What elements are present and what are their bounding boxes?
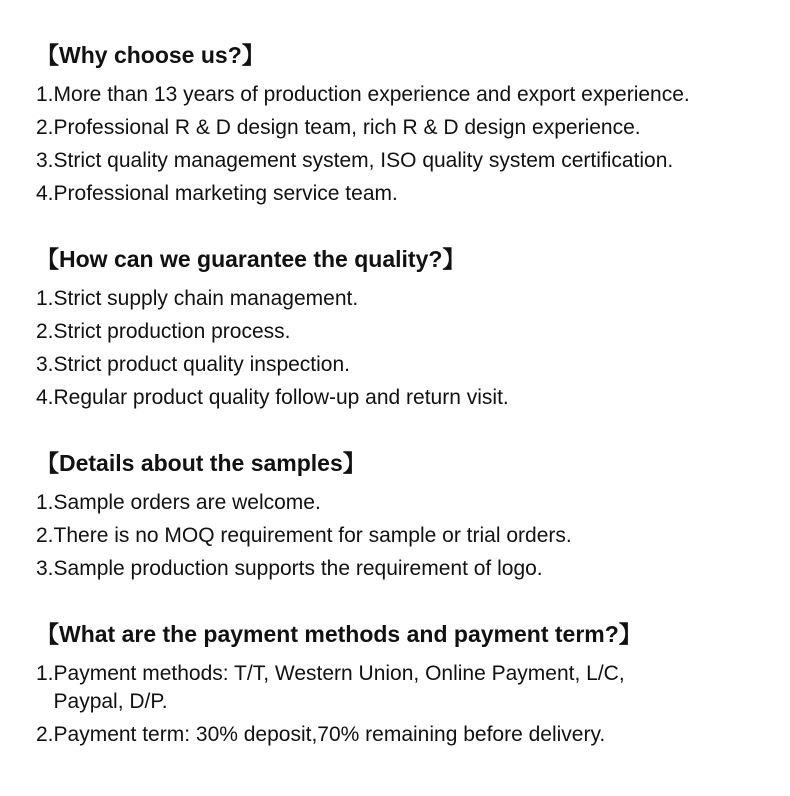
section-heading: 【Details about the samples】 xyxy=(36,450,366,476)
section-heading: 【Why choose us?】 xyxy=(36,42,265,68)
item-text: There is no MOQ requirement for sample or trial orders. xyxy=(53,524,572,547)
list-item xyxy=(36,489,766,517)
item-number: 4. xyxy=(36,386,54,409)
section-heading: 【What are the payment methods and payment term?】 xyxy=(36,621,642,647)
item-number: 2. xyxy=(36,320,54,343)
list-item xyxy=(36,555,766,583)
item-text: Strict quality management system, ISO quality system certification. xyxy=(53,149,674,172)
list-item xyxy=(36,721,766,749)
item-list xyxy=(36,81,766,208)
item-text: Strict supply chain management. xyxy=(53,287,359,310)
list-item xyxy=(36,522,766,550)
item-text: Professional marketing service team. xyxy=(53,182,398,205)
item-text: Payment methods: T/T, Western Union, Online Payment, L/C, Paypal, D/P. xyxy=(53,662,625,713)
list-item xyxy=(36,318,766,346)
item-text: Regular product quality follow-up and return visit. xyxy=(53,386,509,409)
item-number: 1. xyxy=(36,662,54,685)
section-heading: 【How can we guarantee the quality?】 xyxy=(36,246,466,272)
item-number: 3. xyxy=(36,353,54,376)
list-item xyxy=(36,147,766,175)
section-why-choose-us xyxy=(36,41,766,213)
list-item xyxy=(36,285,766,313)
list-item xyxy=(36,351,766,379)
item-number: 2. xyxy=(36,723,54,746)
section-quality-guarantee xyxy=(36,245,766,417)
list-item xyxy=(36,180,766,208)
item-text: Sample production supports the requirement of logo. xyxy=(53,557,543,580)
list-item xyxy=(36,114,766,142)
section-payment xyxy=(36,620,766,754)
section-sample-details xyxy=(36,449,766,588)
item-number: 1. xyxy=(36,491,54,514)
list-item xyxy=(36,81,766,109)
item-number: 3. xyxy=(36,557,54,580)
item-text: Strict product quality inspection. xyxy=(53,353,350,376)
list-item xyxy=(36,660,766,716)
item-list xyxy=(36,489,766,583)
item-text: Sample orders are welcome. xyxy=(53,491,321,514)
item-text: Payment term: 30% deposit,70% remaining before delivery. xyxy=(53,723,606,746)
item-number: 4. xyxy=(36,182,54,205)
item-text: More than 13 years of production experience and export experience. xyxy=(53,83,690,106)
item-number: 2. xyxy=(36,116,54,139)
list-item xyxy=(36,384,766,412)
item-text: Professional R & D design team, rich R & D design experience. xyxy=(53,116,641,139)
item-number: 2. xyxy=(36,524,54,547)
item-list xyxy=(36,285,766,412)
item-list xyxy=(36,660,766,749)
item-number: 1. xyxy=(36,83,54,106)
item-number: 3. xyxy=(36,149,54,172)
item-number: 1. xyxy=(36,287,54,310)
item-text: Strict production process. xyxy=(53,320,291,343)
